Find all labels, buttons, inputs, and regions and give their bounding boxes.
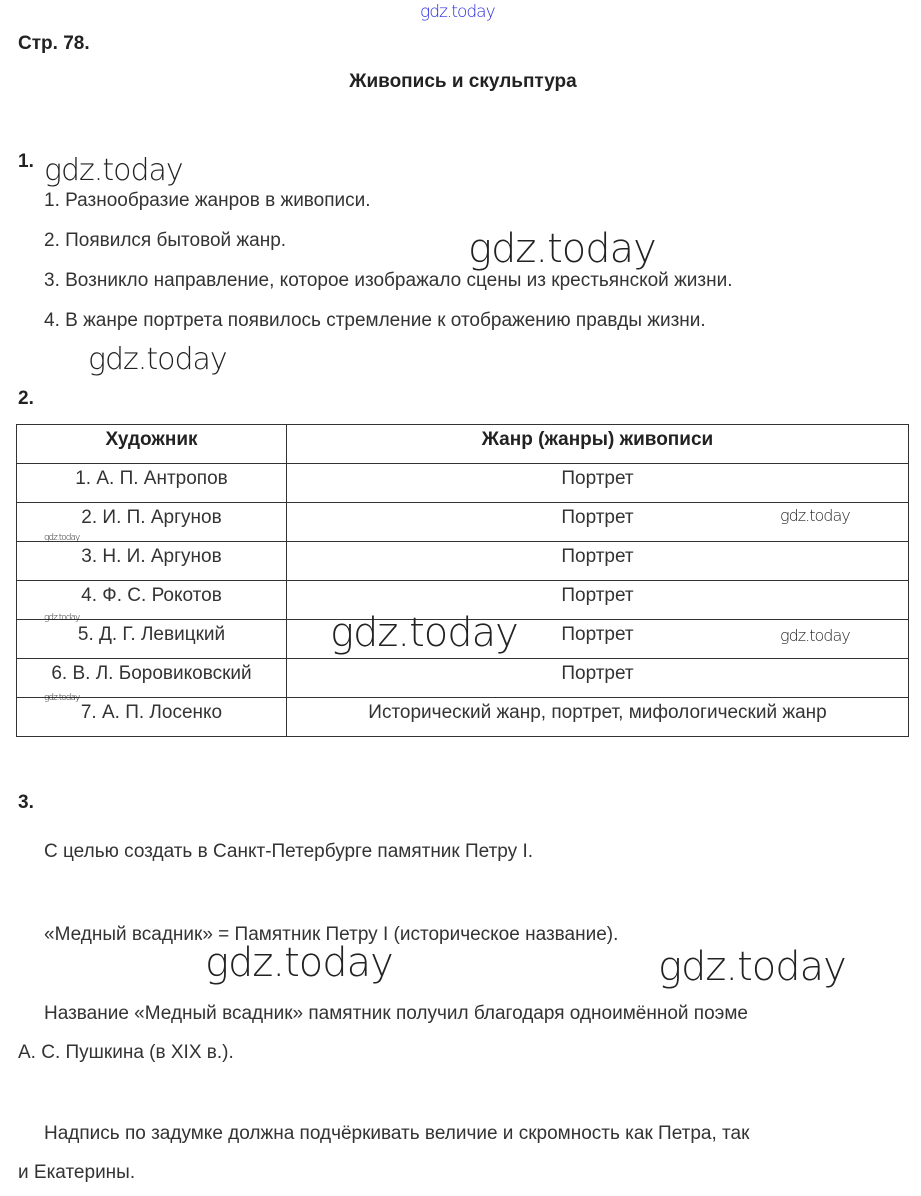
watermark: gdz.today xyxy=(44,153,183,188)
artists-table xyxy=(16,424,909,737)
list-item: 4. В жанре портрета появилось стремление к отображению правды жизни. xyxy=(44,310,706,331)
watermark: gdz.today xyxy=(44,693,80,703)
genre-cell: Портрет xyxy=(287,581,909,620)
table-header-row xyxy=(17,425,909,464)
watermark: gdz.today xyxy=(330,610,518,656)
genre-cell: Портрет xyxy=(287,659,909,698)
artist-cell: 6. В. Л. Боровиковский xyxy=(17,659,287,698)
genre-cell: Исторический жанр, портрет, мифологический жанр xyxy=(287,698,909,737)
paragraph: «Медный всадник» = Памятник Петру I (историческое название). xyxy=(44,924,619,945)
artist-cell: 2. И. П. Аргунов xyxy=(17,503,287,542)
list-item: 3. Возникло направление, которое изображало сцены из крестьянской жизни. xyxy=(44,270,733,291)
list-item: 2. Появился бытовой жанр. xyxy=(44,230,287,251)
genre-cell: Портрет xyxy=(287,464,909,503)
paragraph: Название «Медный всадник» памятник получил благодаря одноимённой поэме xyxy=(44,1003,748,1024)
artist-cell: 3. Н. И. Аргунов xyxy=(17,542,287,581)
artist-cell: 7. А. П. Лосенко xyxy=(17,698,287,737)
artist-cell: 1. А. П. Антропов xyxy=(17,464,287,503)
genre-cell: Портрет xyxy=(287,620,909,659)
task-2-number: 2. xyxy=(18,388,34,409)
watermark: gdz.today xyxy=(780,506,850,525)
paragraph: А. С. Пушкина (в XIX в.). xyxy=(18,1042,234,1063)
genre-cell: Портрет xyxy=(287,503,909,542)
watermark: gdz.today xyxy=(44,613,80,623)
artist-cell: 4. Ф. С. Рокотов xyxy=(17,581,287,620)
table-row xyxy=(17,659,909,698)
paragraph: Надпись по задумке должна подчёркивать величие и скромность как Петра, так xyxy=(44,1123,750,1144)
list-item: 1. Разнообразие жанров в живописи. xyxy=(44,190,371,211)
watermark: gdz.today xyxy=(420,2,495,22)
table-row xyxy=(17,698,909,737)
table-row xyxy=(17,542,909,581)
table-row xyxy=(17,464,909,503)
paragraph: и Екатерины. xyxy=(18,1162,136,1183)
page-number: Стр. 78. xyxy=(18,33,90,54)
genre-cell: Портрет xyxy=(287,542,909,581)
page-title: Живопись и скульптура xyxy=(349,71,577,92)
column-header: Художник xyxy=(17,425,287,464)
column-header: Жанр (жанры) живописи xyxy=(287,425,909,464)
watermark: gdz.today xyxy=(88,342,227,377)
table-row xyxy=(17,503,909,542)
artist-cell: 5. Д. Г. Левицкий xyxy=(17,620,287,659)
paragraph: С целью создать в Санкт-Петербурге памятник Петру I. xyxy=(44,841,533,862)
task-3-number: 3. xyxy=(18,792,34,813)
watermark: gdz.today xyxy=(205,940,393,986)
watermark: gdz.today xyxy=(468,226,656,272)
task-1-number: 1. xyxy=(18,151,34,172)
watermark: gdz.today xyxy=(780,626,850,645)
watermark: gdz.today xyxy=(44,533,80,543)
watermark: gdz.today xyxy=(658,944,846,990)
